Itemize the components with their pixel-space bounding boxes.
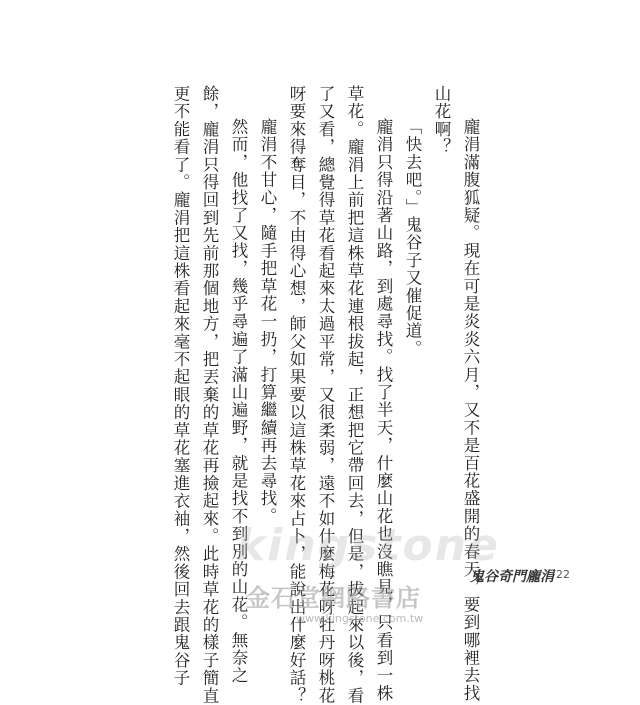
paragraph-line: 然而，他找了又找，幾乎尋遍了滿山遍野，就是找不到別的山花。無奈之 [229, 118, 248, 685]
page-number: 22 [556, 568, 570, 581]
watermark-logo: kingstone [236, 520, 500, 571]
paragraph-line: 更不能看了。龐涓把這株看起來毫不起眼的草花塞進衣袖，然後回去跟鬼谷子 [171, 85, 190, 687]
watermark-text: 金石堂網路書店 [246, 583, 421, 612]
paragraph-line: 了又看，總覺得草花看起來太過平常，又很柔弱，遠不如什麼梅花呀牡丹呀桃花 [316, 85, 335, 705]
paragraph-line: 山花啊？ [432, 85, 451, 156]
paragraph-line: 龐涓只得沿著山路，到處尋找。找了半天，什麼山花也沒瞧見，只看到一株 [374, 118, 393, 703]
paragraph-line: 龐涓不甘心，隨手把草花一扔，打算繼續再去尋找。 [258, 118, 277, 526]
watermark-url: www.kingstone.com.tw [296, 612, 424, 625]
paragraph-line: 餘，龐涓只得回到先前那個地方，把丟棄的草花再撿起來。此時草花的樣子簡直 [200, 85, 219, 705]
book-title: 鬼谷奇門龐涓 [470, 569, 554, 585]
paragraph-line: 呀要來得奪目，不由得心想，師父如果要以這株草花來占卜，能說出什麼好話？ [287, 85, 306, 705]
paragraph-line: 「快去吧。」鬼谷子又催促道。 [403, 118, 422, 358]
paragraph-line: 龐涓滿腹狐疑。現在可是炎炎六月，又不是百花盛開的春天，要到哪裡去找 [461, 118, 480, 703]
paragraph-line: 草花。龐涓上前把這株草花連根拔起，正想把它帶回去，但是，拔起來以後，看 [345, 85, 364, 705]
